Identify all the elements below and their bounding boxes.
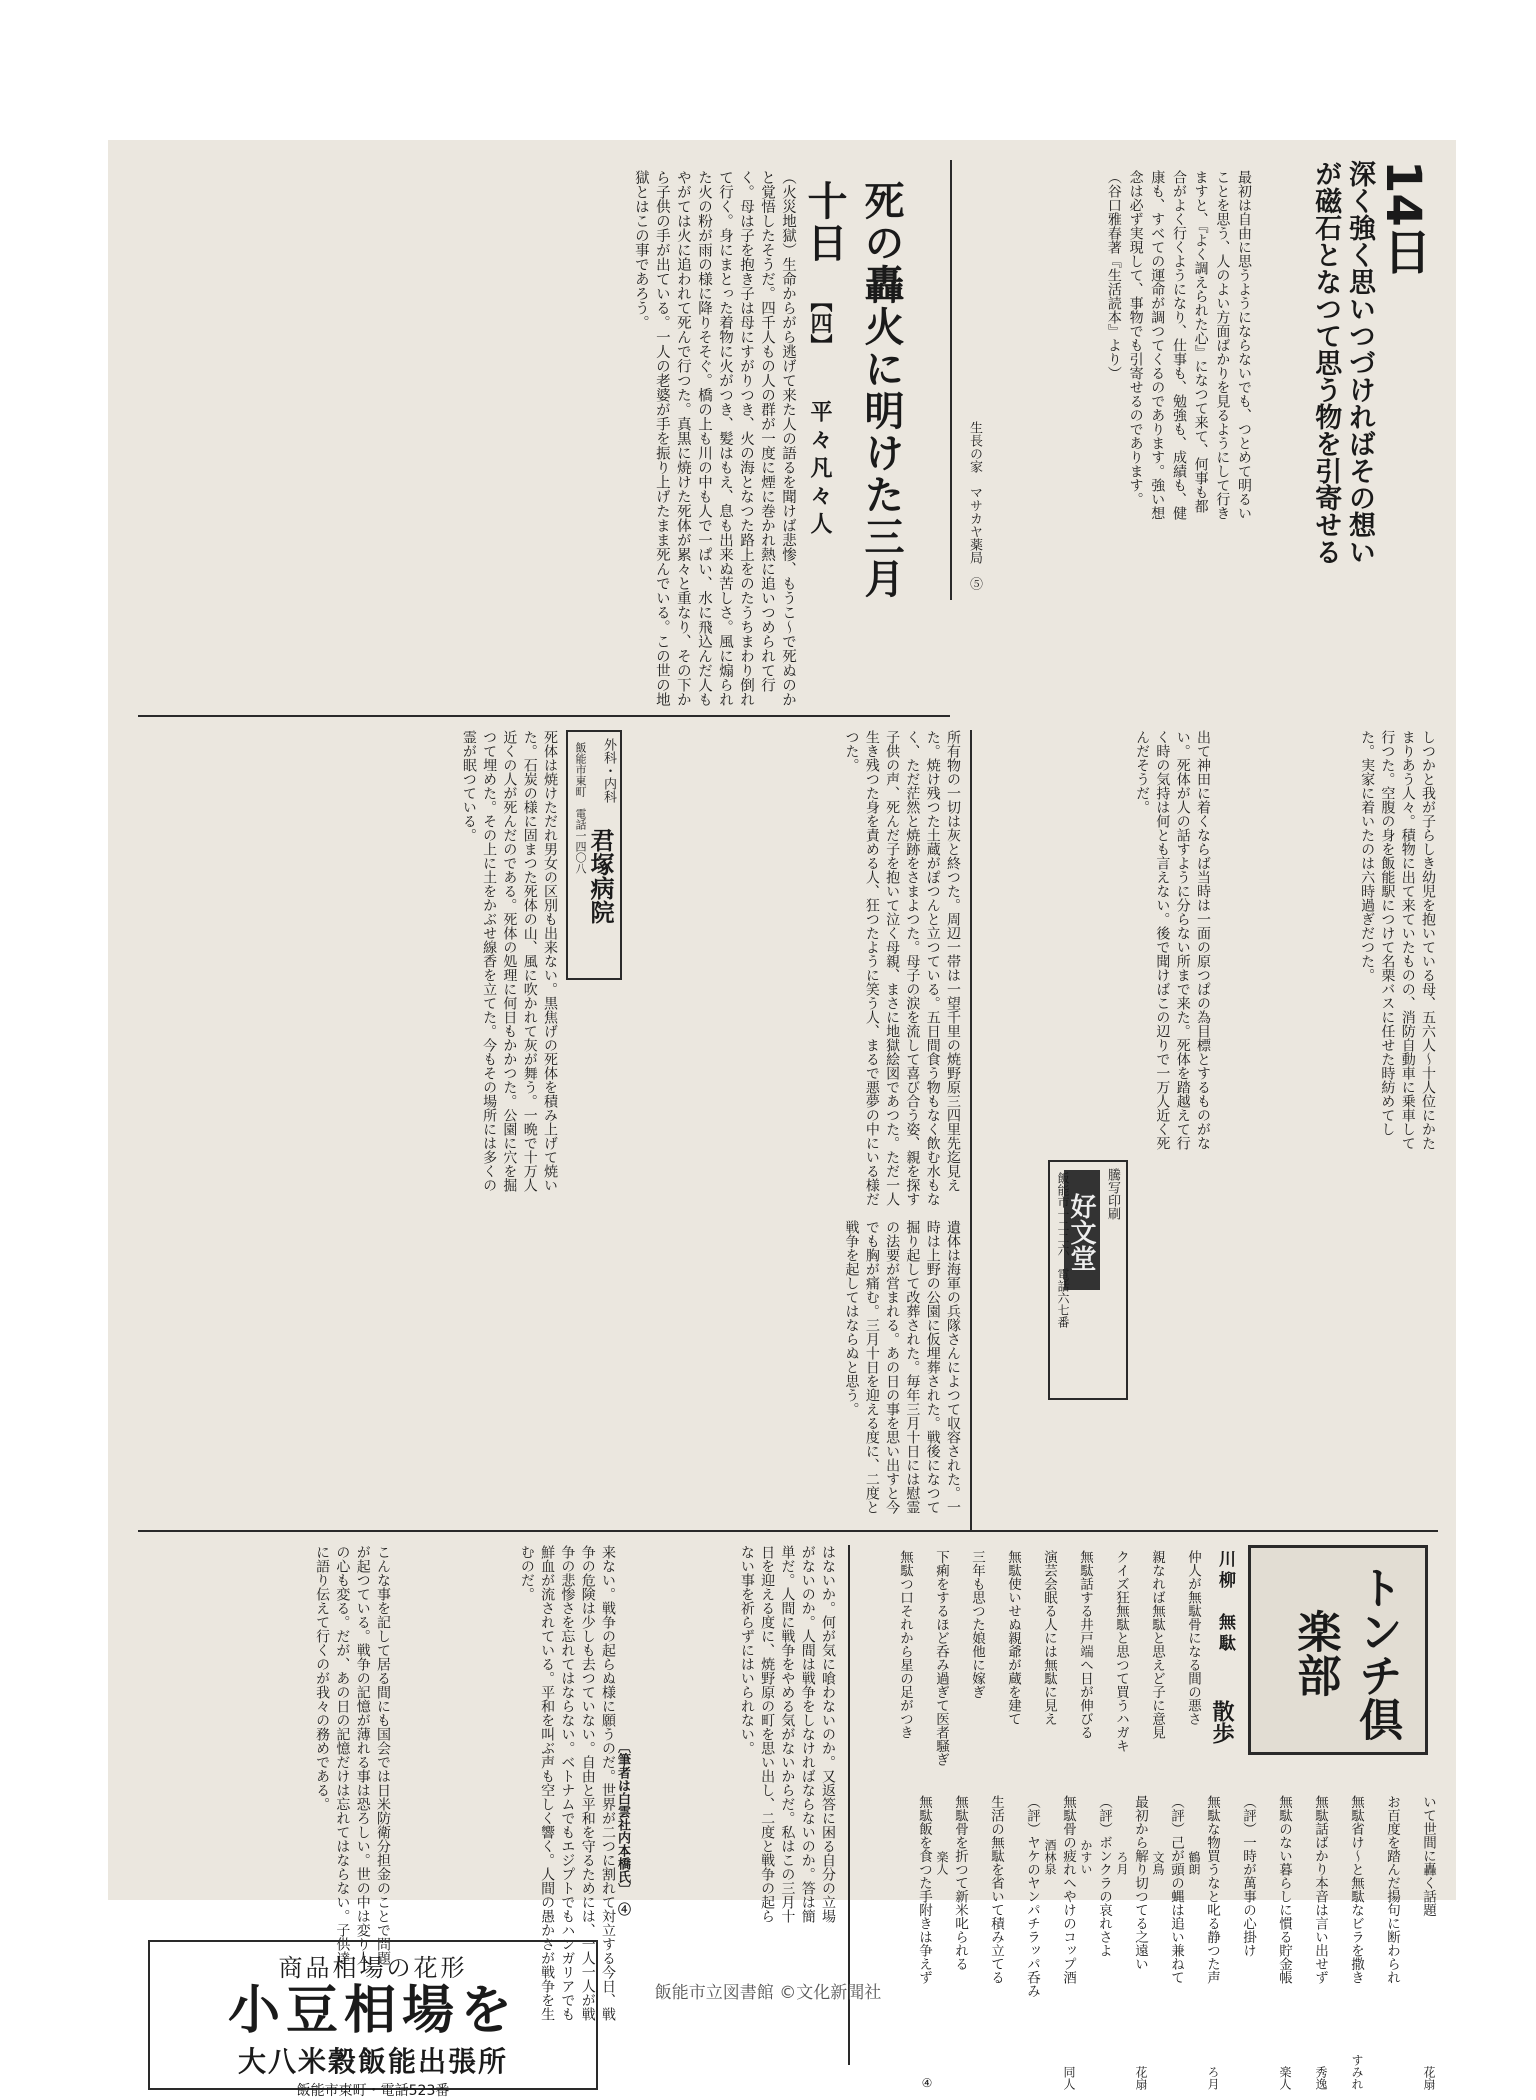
- senryu-line: 無駄骨の疲れへやけのコップ酒: [1060, 1795, 1076, 1984]
- senryu-line: 無駄つ口それから星の足がつき: [897, 1550, 913, 1739]
- senryu-line: クイズ狂無駄と思つて買うハガキ: [1113, 1550, 1129, 1753]
- essay-body-2: こんな事を記して居る間にも国会では日米防衛分担金のことで問題が起つている。戦争の記憶が薄れる事は恐ろしい。世の中は変り人の心も変る。だが、あの日の記憶だけは忘れてはならない。子供達に語り伝えて行くのが我々の務めである。: [314, 1545, 391, 1965]
- senryu-line: 三年も思つた娘他に嫁ぎ: [969, 1550, 985, 1699]
- commodity-ad-title: 商品相場の花形: [278, 1954, 468, 1982]
- printing-ad: [1048, 1160, 1128, 1400]
- clinic-ad: [566, 730, 622, 980]
- daily-heading: 深く強く思いつづければその想いが磁石となつて思う物を引寄せる: [1310, 160, 1375, 565]
- senryu-author: [1020, 2020, 1042, 2090]
- essay-body-1: 来ない。戦争の起らぬ様に願うのだ。世界が二つに割れて対立する今日、戦争の危険は少しも去つていない。自由と平和を守るためには、一人一人が戦争の悲惨さを忘れてはならない。ベトナムでもエジプトでもハンガリアでも鮮血が流されている。平和を叫ぶ声も空しく響く。人間の愚かさが戦争を生むのだ。: [518, 1545, 616, 2021]
- right-lower-body: しつかと我が子らしき幼児を抱いている母、五六人〜十人位にかたまりあう人々。積物に出て来ていたものの、消防自動車に乗車して行つた。空腹の身を飯能駅につけて名栗バスに任せた時紡めてした。実家に着いたのは六時過ぎだつた。: [1359, 730, 1436, 1150]
- commodity-ad-address: 飯能市東町・電話523番: [296, 2083, 450, 2100]
- senryu-author: 楽人: [1278, 2066, 1292, 2090]
- senryu-line: 最初から解り切つてる之遠い: [1132, 1795, 1148, 1971]
- commodity-ad: [148, 1940, 598, 2100]
- senryu-line: 無駄のない暮らしに慣る貯金帳: [1276, 1795, 1292, 1984]
- printing-label: 騰写印刷: [1105, 1168, 1120, 1220]
- senryu-line: （評）己が頭の蝿は追い兼ねて: [1168, 1795, 1184, 1984]
- senryu-author: ろ月: [1206, 2066, 1220, 2090]
- serial-body-4: 遺体は海軍の兵隊さんによつて収容された。一時は上野の公園に仮埋葬された。戦後になつて掘り起して改葬された。毎年三月十日には慰霊の法要が営まれる。あの日の事を思い出すと今でも胸が痛む。三月十日を迎える度に、二度と戦争を起してはならぬと思う。: [843, 1220, 961, 1514]
- senryu-author: 花扇: [1422, 2066, 1436, 2090]
- clinic-name: 君塚病院: [586, 828, 615, 924]
- daily-column: [1258, 160, 1438, 590]
- senryu-line: 仲人が無駄骨になる間の悪さ: [1185, 1550, 1201, 1726]
- rule-mid-horizontal: [138, 1530, 1438, 1532]
- senryu-heading: 川柳 無駄: [1215, 1550, 1235, 1655]
- rule-daily-vertical: [950, 160, 952, 600]
- club-logo: [1248, 1545, 1428, 1755]
- right-lower-body-2: 出て神田に着くならば当時は一面の原つぱの為目標とするものがない。死体が人の話すように分らない所まで来た。死体を踏越えて行く時の気持は何とも言えない。後で聞けばこの辺りで一万人近く死んだそうだ。: [1134, 730, 1211, 1150]
- senryu-author: [948, 2020, 970, 2090]
- rule-right-band: [970, 730, 972, 1530]
- senryu-author: 秀逸: [1314, 2066, 1328, 2090]
- senryu-line: 無駄飯を食つた手附きは争えず: [916, 1795, 932, 1984]
- daily-body: 最初は自由に思うようにならないでも、つとめて明るいことを思う、人のよい方面ばかりを見るようにして行きますと、『よく調えられた心』になつて来て、何事も都合がよく行くようになり、仕事も、勉強も、成績も、健康も、すべての運命が調つてくるのであります。強い想念は必ず実現して、事物でも引寄せるのであります。（谷口雅春著『生活読本』より）: [1105, 170, 1252, 520]
- commodity-ad-main: 小豆相場を: [227, 1981, 518, 2041]
- senryu-author: [1236, 2020, 1258, 2090]
- senryu-author: 楽人: [935, 1851, 949, 1875]
- club-title: トンチ倶楽部: [1289, 1565, 1402, 1741]
- senryu-line: 無駄な物買うなと叱る静つた声: [1204, 1795, 1220, 1984]
- commodity-ad-company: 大八米穀飯能出張所: [237, 2045, 508, 2079]
- senryu-line: 無駄話する井戸端へ日が伸びる: [1077, 1550, 1093, 1739]
- senryu-line: 無駄話ばかり本音は言い出せず: [1312, 1795, 1328, 1984]
- essay-body-3: はないか。何が気に喰わないのか。又返答に困る自分の立場がないのか。人間は戦争をしなければならないのか。答は簡単だ。人間に戦争をやめる気がないからだ。私はこの三月十日を迎える度に、焼野原の町を思い出し、二度と戦争の起らない事を祈らずにはいられない。: [738, 1545, 836, 1923]
- senryu-line: いて世間に轟く話題: [1420, 1795, 1436, 1917]
- essay-note: 〔筆者は白雲社内本橋氏〕 ④: [615, 1740, 630, 1916]
- serial-body-2: 所有物の一切は灰と終つた。周辺一帯は一望千里の焼野原三四里先迄見えた。焼け残つた土蔵がぽつんと立つている。五日間食う物もなく飲む水もなく、ただ茫然と焼跡をさまよつた。母子の涙を流して喜び合う姿、親を探す子供の声、死んだ子を抱いて泣く母親、まさに地獄絵図であつた。ただ一人生き残つた身を責める人、狂つたように笑う人、まるで悪夢の中にいる様だつた。: [843, 730, 961, 1206]
- senryu-line: 親なれば無駄と思えど子に意見: [1149, 1550, 1165, 1739]
- senryu-line: 下痢をするほど呑み過ぎて医者騒ぎ: [933, 1550, 949, 1766]
- senryu-line: 無駄使いせぬ親爺が蔵を建て: [1005, 1550, 1021, 1726]
- serial-number: 【四】: [807, 290, 833, 356]
- serial-body-1: （火災地獄）生命からがら逃げて来た人の語るを聞けば悲惨、もうこ〜で死ぬのかと覚悟したそうだ。四千人もの人の群が一度に煙に巻かれ熱に追いつめられて行く。母は子を抱き子は母にすがりつき、火の海となつた路上をのたうちまわり倒れて行く。身にまとった着物に火がつき、髪はもえ、息も出来ぬ苦しさ。風に煽られた火の粉が雨の様に降りそそぐ。橋の上も川の中も人で一ぱい、水に飛込んだ人もやがては火に追われて死んで行つた。真黒に焼けた死体が累々と重なり、その下から子供の手が出ている。一人の老婆が手を振り上げたまま死んでいる。この世の地獄とはこの事であろう。: [632, 170, 796, 707]
- senryu-author: 文鳥: [1151, 1851, 1165, 1875]
- senryu-author: 鶴朗: [1187, 1851, 1201, 1875]
- senryu-author: すみれ: [1350, 2054, 1364, 2090]
- serial-author: 平々凡々人: [807, 400, 833, 540]
- senryu-author: [1380, 2020, 1402, 2090]
- printing-address: 飯能市一二二六 電話六七番: [1056, 1172, 1070, 1328]
- senryu-list-bottom: [858, 1795, 1438, 2095]
- senryu-author: ろ月: [1115, 1851, 1129, 1875]
- senryu-author: かすい: [1079, 1839, 1093, 1875]
- senryu-line: 生活の無駄を省いて積み立てる: [988, 1795, 1004, 1984]
- senryu-line: お百度を踏んだ揚句に断わられ: [1384, 1795, 1400, 1984]
- clinic-address: 飯能市東町 電話一四〇八: [574, 742, 587, 874]
- senryu-line: （評）一時が萬事の心掛け: [1240, 1795, 1256, 1957]
- daily-sponsor: 生長の家 マサカヤ薬局 ⑤: [967, 421, 982, 590]
- senryu-line: 無駄骨を折つて新米叱られる: [952, 1795, 968, 1971]
- club-subtitle: 散歩: [1209, 1700, 1235, 1744]
- senryu-author: [1092, 2020, 1114, 2090]
- archive-footer: 飯能市立図書館 ©文化新聞社: [654, 1983, 882, 2003]
- senryu-author: [984, 2020, 1006, 2090]
- senryu-line: （評）ヤケのヤンパチラッパ呑み: [1024, 1795, 1040, 1998]
- serial-body-3: 死体は焼けただれ男女の区別も出来ない。黒焦げの死体を積み上げて焼いた。石炭の様に固まつた死体の山、風に吹かれて灰が舞う。一晩で十万人近くの人が死んだのである。死体の処理に何日もかかつた。公園に穴を掘つて埋めた。その上に土をかぶせ線香を立てた。今もその場所には多くの霊が眠つている。: [460, 730, 558, 1192]
- senryu-author: 同人: [1062, 2066, 1076, 2090]
- rule-under-serial: [138, 715, 950, 717]
- senryu-author: 酒林泉: [1043, 1839, 1057, 1875]
- senryu-line: （評）ボンクラの哀れさよ: [1096, 1795, 1112, 1957]
- clinic-dept: 外科・内科: [601, 738, 616, 803]
- senryu-author: ④: [920, 2076, 934, 2090]
- serial-title: 死の轟火に明けた三月十日: [801, 180, 905, 600]
- daily-title: 14日: [1375, 160, 1431, 275]
- senryu-line: 演芸会眠る人には無駄に見え: [1041, 1550, 1057, 1726]
- senryu-line: 無駄省け〜と無駄なビラを撒き: [1348, 1795, 1364, 1984]
- printing-name: 好文堂: [1064, 1170, 1100, 1290]
- senryu-author: 花扇: [1134, 2066, 1148, 2090]
- senryu-author: [1164, 2020, 1186, 2090]
